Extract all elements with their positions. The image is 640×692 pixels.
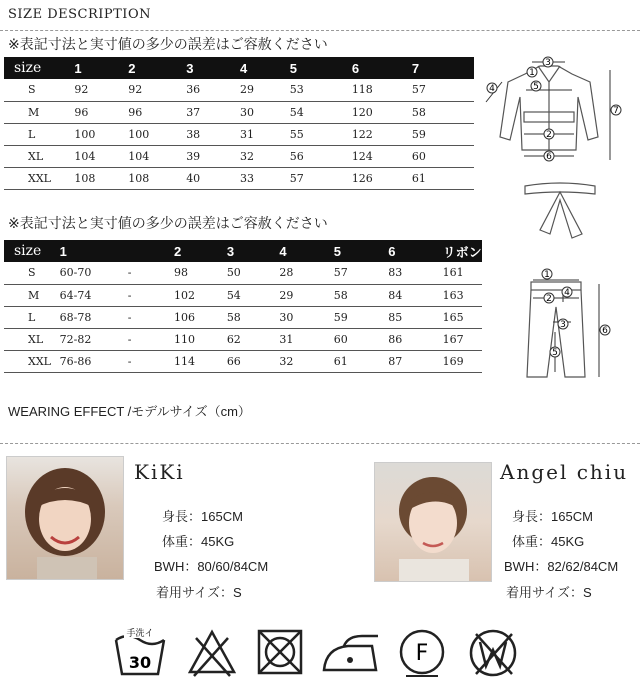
disclaimer-note: ※表記寸法と実寸値の多少の誤差はご容赦ください (8, 216, 328, 232)
no-tumble-dry-icon (256, 626, 304, 678)
table-cell: 58 (412, 101, 474, 123)
table-cell: 92 (74, 79, 128, 101)
table-cell: XL (4, 328, 60, 350)
table-row (4, 350, 482, 372)
table-row (4, 306, 482, 328)
model-size: 着用サイズ：S (156, 585, 242, 600)
table-cell: 28 (279, 262, 333, 284)
table-cell: M (4, 101, 74, 123)
table-cell: 61 (412, 167, 474, 189)
table-cell: 58 (334, 284, 388, 306)
table-cell: 60 (334, 328, 388, 350)
table-cell: 62 (227, 328, 280, 350)
table-row (4, 262, 482, 284)
table-cell: 38 (186, 123, 240, 145)
column-header: 6 (388, 240, 442, 262)
model-name: Angel chiu (500, 460, 629, 484)
table-cell: - (128, 262, 174, 284)
table-cell: 100 (74, 123, 128, 145)
diagram-label: 1 (544, 270, 550, 280)
diagram-label: 3 (545, 58, 551, 68)
table-header-row (4, 57, 474, 79)
size-table-bottom (4, 240, 482, 373)
table-cell: 114 (174, 350, 227, 372)
column-header: 2 (174, 240, 227, 262)
table-row (4, 101, 474, 123)
table-cell: 165 (443, 306, 482, 328)
diagram-label: 2 (546, 130, 552, 140)
table-cell: 169 (443, 350, 482, 372)
column-header: 3 (227, 240, 280, 262)
table-cell: 33 (240, 167, 290, 189)
table-cell: 59 (412, 123, 474, 145)
wash-label: 手洗イ (126, 629, 154, 639)
table-cell: 124 (352, 145, 412, 167)
table-cell: 50 (227, 262, 280, 284)
table-cell: 37 (186, 101, 240, 123)
table-cell: 56 (290, 145, 352, 167)
table-cell: L (4, 306, 60, 328)
model-weight: 体重：45KG (162, 534, 235, 549)
model-weight: 体重：45KG (512, 534, 585, 549)
table-cell: 54 (290, 101, 352, 123)
table-cell: 68-78 (60, 306, 128, 328)
table-cell: 102 (174, 284, 227, 306)
table-cell: XXL (4, 167, 74, 189)
column-header: 1 (74, 57, 128, 79)
table-cell: 29 (279, 284, 333, 306)
ribbon-diagram (520, 178, 600, 248)
table-cell: 84 (388, 284, 442, 306)
column-header: 2 (128, 57, 186, 79)
table-cell: 118 (352, 79, 412, 101)
column-header: 4 (240, 57, 290, 79)
diagram-label: 5 (552, 348, 558, 358)
model-height: 身長：165CM (162, 509, 243, 524)
table-cell: 55 (290, 123, 352, 145)
table-cell: 110 (174, 328, 227, 350)
column-header: 6 (352, 57, 412, 79)
table-cell: 83 (388, 262, 442, 284)
table-cell: 30 (279, 306, 333, 328)
diagram-label: 7 (613, 106, 619, 116)
diagram-label: 5 (533, 82, 539, 92)
table-cell: 120 (352, 101, 412, 123)
table-cell: 104 (74, 145, 128, 167)
column-header: size (4, 57, 74, 79)
table-cell: 87 (388, 350, 442, 372)
disclaimer-note: ※表記寸法と実寸値の多少の誤差はご容赦ください (8, 37, 328, 53)
table-cell: S (4, 262, 60, 284)
table-cell: 100 (128, 123, 186, 145)
table-cell: 167 (443, 328, 482, 350)
table-row (4, 79, 474, 101)
table-cell: 57 (334, 262, 388, 284)
model-bwh: BWH：80/60/84CM (154, 559, 269, 574)
column-header: 7 (412, 57, 474, 79)
table-cell: 57 (412, 79, 474, 101)
diagram-label: 1 (529, 68, 535, 78)
model-portrait (375, 463, 492, 582)
table-cell: - (128, 350, 174, 372)
table-cell: 59 (334, 306, 388, 328)
model-name: KiKi (134, 460, 185, 484)
table-row (4, 123, 474, 145)
size-table-top (4, 57, 474, 190)
column-header: リボン (443, 240, 482, 262)
table-cell: 40 (186, 167, 240, 189)
column-header: 4 (279, 240, 333, 262)
wearing-effect-label: WEARING EFFECT /モデルサイズ（cm） (8, 404, 251, 419)
table-cell: 32 (240, 145, 290, 167)
table-cell: 31 (279, 328, 333, 350)
table-cell: 98 (174, 262, 227, 284)
divider (0, 443, 640, 444)
table-row (4, 328, 482, 350)
table-cell: 30 (240, 101, 290, 123)
column-header (128, 240, 174, 262)
jacket-diagram (480, 52, 630, 172)
table-row (4, 145, 474, 167)
table-cell: 53 (290, 79, 352, 101)
model-height: 身長：165CM (512, 509, 593, 524)
table-cell: 126 (352, 167, 412, 189)
table-cell: 29 (240, 79, 290, 101)
table-cell: 31 (240, 123, 290, 145)
table-cell: 76-86 (60, 350, 128, 372)
table-cell: XXL (4, 350, 60, 372)
table-cell: 163 (443, 284, 482, 306)
table-cell: 106 (174, 306, 227, 328)
no-wet-clean-icon (466, 626, 520, 680)
divider (0, 30, 640, 31)
table-row (4, 284, 482, 306)
table-cell: 36 (186, 79, 240, 101)
section-title: SIZE DESCRIPTION (8, 7, 151, 22)
model-photo-angel (374, 462, 492, 582)
table-cell: 66 (227, 350, 280, 372)
model-bwh: BWH：82/62/84CM (504, 559, 619, 574)
dry-clean-f-icon (396, 626, 448, 678)
table-cell: 108 (128, 167, 186, 189)
table-cell: - (128, 328, 174, 350)
no-bleach-icon (188, 626, 236, 678)
table-cell: 86 (388, 328, 442, 350)
table-cell: 85 (388, 306, 442, 328)
table-cell: L (4, 123, 74, 145)
hand-wash-icon (112, 626, 168, 678)
table-cell: 96 (128, 101, 186, 123)
table-cell: 60 (412, 145, 474, 167)
column-header: 5 (290, 57, 352, 79)
table-row (4, 167, 474, 189)
table-cell: 39 (186, 145, 240, 167)
dry-clean-label: F (415, 641, 429, 666)
iron-icon (318, 626, 382, 678)
model-size: 着用サイズ：S (506, 585, 592, 600)
table-cell: - (128, 306, 174, 328)
table-cell: - (128, 284, 174, 306)
column-header: 5 (334, 240, 388, 262)
table-cell: 32 (279, 350, 333, 372)
table-cell: M (4, 284, 60, 306)
table-cell: 57 (290, 167, 352, 189)
table-cell: 58 (227, 306, 280, 328)
column-header: size (4, 240, 60, 262)
table-cell: 96 (74, 101, 128, 123)
table-cell: 161 (443, 262, 482, 284)
model-portrait (7, 457, 124, 580)
table-cell: 122 (352, 123, 412, 145)
diagram-label: 6 (602, 326, 608, 336)
table-cell: 64-74 (60, 284, 128, 306)
column-header: 3 (186, 57, 240, 79)
table-cell: 60-70 (60, 262, 128, 284)
column-header: 1 (60, 240, 128, 262)
diagram-label: 4 (564, 288, 570, 298)
table-cell: S (4, 79, 74, 101)
diagram-label: 2 (546, 294, 552, 304)
table-cell: 72-82 (60, 328, 128, 350)
table-header-row (4, 240, 482, 262)
table-cell: 54 (227, 284, 280, 306)
wash-temp: 30 (128, 653, 152, 672)
pants-diagram (515, 262, 620, 382)
table-cell: 61 (334, 350, 388, 372)
table-cell: XL (4, 145, 74, 167)
table-cell: 92 (128, 79, 186, 101)
diagram-label: 6 (546, 152, 552, 162)
table-cell: 108 (74, 167, 128, 189)
diagram-label: 4 (489, 84, 495, 94)
table-cell: 104 (128, 145, 186, 167)
model-photo-kiki (6, 456, 124, 580)
diagram-label: 3 (560, 320, 566, 330)
